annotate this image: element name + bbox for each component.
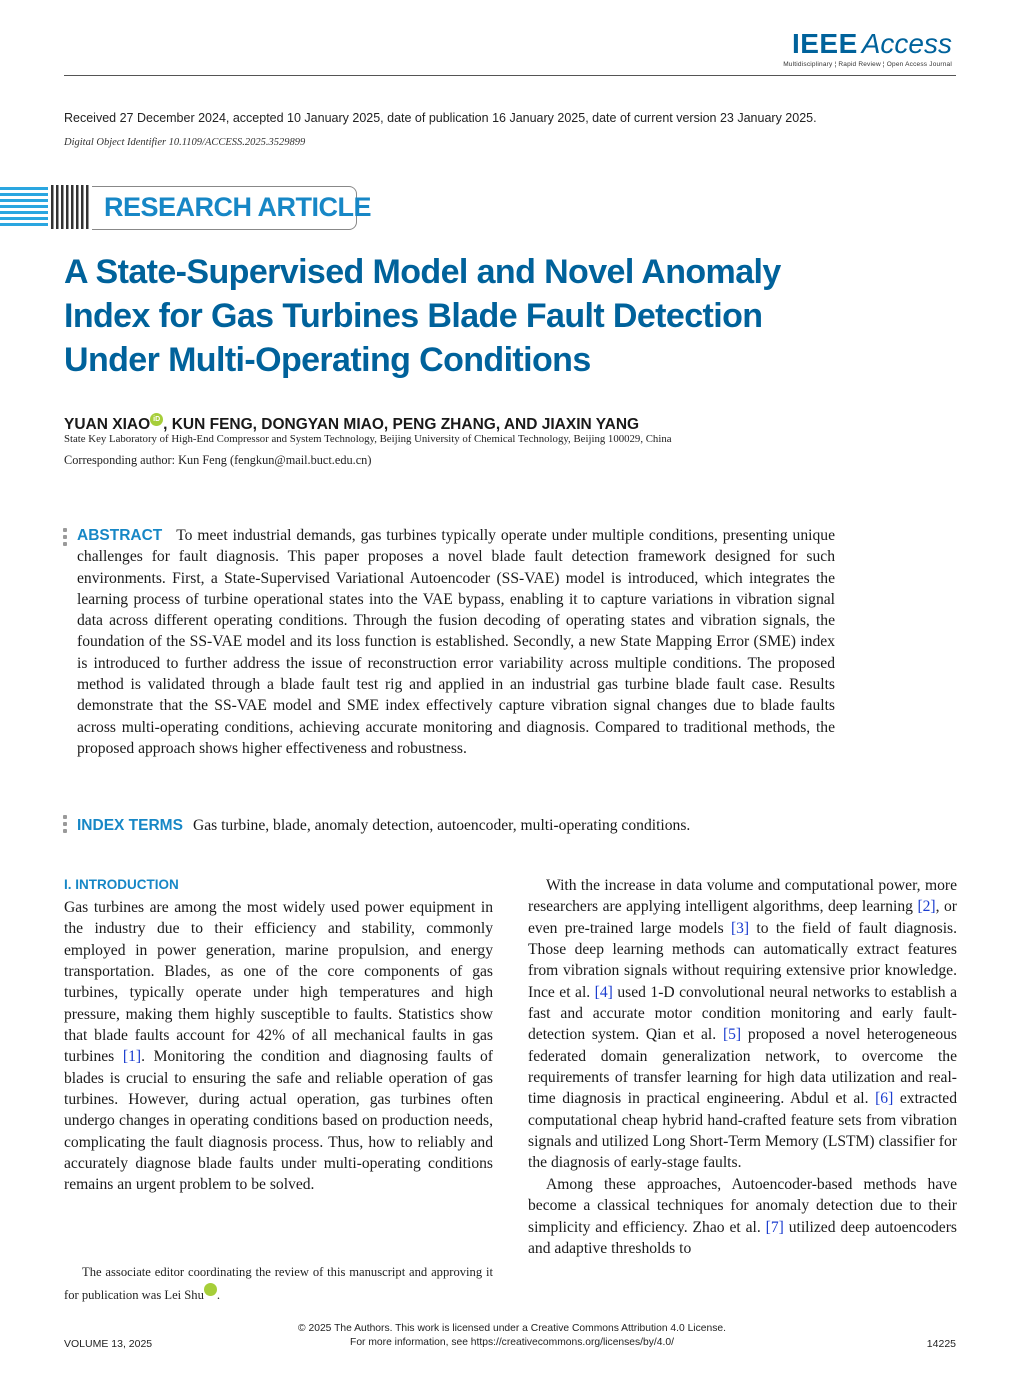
editor-footnote xyxy=(64,1262,493,1306)
license-notice xyxy=(0,1322,1024,1350)
license-line: © 2025 The Authors. This work is licensed under a Creative Commons Attribution 4.0 License. xyxy=(298,1323,726,1334)
paragraph-text: extracted computational cheap hybrid hand-crafted feature sets from vibration signals and utilized Long Short-Term Memory (LSTM) classifier for the diagnosis of early-stage faults. xyxy=(528,1090,957,1172)
abstract-text: To meet industrial demands, gas turbines typically operate under multiple conditions, presenting unique challenges for fault diagnosis. This paper proposes a novel blade fault detection framework designed for such environments. First, a State-Supervised Variational Autoencoder (SS-VAE) model is introduced, which integrates the learning process of turbine operational states into the VAE bypass, enabling it to capture variations in vibration signal data across different operating conditions. Through the fusion decoding of operating states and vibration signals, the foundation of the SS-VAE model and its loss function is established. Secondly, a new State Mapping Error (SME) index is introduced to further address the issue of reconstruction error variability across multiple conditions. The proposed method is validated through a blade fault test rig and applied in an industrial gas turbine blade fault case. Results demonstrate that the SS-VAE model and SME index effectively capture vibration signal changes due to blade faults across multi-operating conditions, achieving accurate monitoring and diagnosis. Compared to traditional methods, the proposed approach shows higher effectiveness and robustness. xyxy=(77,527,835,757)
footnote-text: The associate editor coordinating the review of this manuscript and approving it for publication was Lei Shu xyxy=(64,1265,493,1302)
left-column xyxy=(64,897,493,1196)
footnote-end: . xyxy=(216,1288,221,1302)
section-heading: I. INTRODUCTION xyxy=(64,877,179,892)
title-line: Index for Gas Turbines Blade Fault Detection xyxy=(64,297,763,335)
title-line: A State-Supervised Model and Novel Anomaly xyxy=(64,253,781,291)
journal-logo xyxy=(783,28,952,68)
volume-label: VOLUME 13, 2025 xyxy=(64,1338,153,1350)
paragraph xyxy=(528,1174,957,1259)
index-terms xyxy=(77,815,837,836)
index-terms-marker-icon xyxy=(63,815,69,836)
corresponding-author: Corresponding author: Kun Feng (fengkun@mail.buct.edu.cn) xyxy=(64,453,372,467)
paragraph-text: utilized deep autoencoders and adaptive thresholds to xyxy=(528,1218,957,1257)
received-dates: Received 27 December 2024, accepted 10 January 2025, date of publication 16 January 2025, date of current version 23 January 2025. xyxy=(64,111,817,125)
abstract-label: ABSTRACT xyxy=(77,527,163,544)
paragraph-text: , or even pre-trained large models xyxy=(528,898,957,937)
doi-line: Digital Object Identifier 10.1109/ACCESS.2025.3529899 xyxy=(64,137,306,148)
abstract xyxy=(77,525,835,759)
citation-link[interactable]: [3] xyxy=(730,919,750,937)
right-column xyxy=(528,875,957,1259)
citation-link[interactable]: [2] xyxy=(917,898,936,916)
paragraph xyxy=(528,875,957,1174)
license-link[interactable]: For more information, see https://creativecommons.org/licenses/by/4.0/ xyxy=(350,1337,674,1348)
banner-barcode-graphic xyxy=(50,185,92,229)
orcid-icon[interactable]: iD xyxy=(204,1283,217,1296)
page-number: 14225 xyxy=(926,1338,956,1350)
index-terms-text: Gas turbine, blade, anomaly detection, autoencoder, multi-operating conditions. xyxy=(192,817,691,834)
paragraph-text: Among these approaches, Autoencoder-based methods have become a classical techniques for anomaly detection due to their simplicity and efficiency. Zhao et al. xyxy=(528,1175,957,1236)
logo-ieee-text: IEEE xyxy=(791,28,858,59)
paragraph-text: Gas turbines are among the most widely used power equipment in the industry due to their efficiency and stability, commonly employed in power generation, marine propulsion, and energy transportation. Blades, as one of the core components of gas turbines, typically operate under high temperatures and high pressure, making them highly susceptible to faults. Statistics show that blade faults account for 42% of all mechanical faults in gas turbines xyxy=(64,899,493,1066)
paragraph-text: With the increase in data volume and computational power, more researchers are applying intelligent algorithms, deep learning xyxy=(528,877,957,916)
paragraph-text: to the field of fault diagnosis. Those deep learning methods can automatically extract features from vibration signals without requiring extensive prior knowledge. Ince et al. xyxy=(528,919,957,1001)
abstract-marker-icon xyxy=(63,528,69,549)
affiliation: State Key Laboratory of High-End Compressor and System Technology, Beijing University of Chemical Technology, Beijing 100029, China xyxy=(64,433,672,445)
index-terms-label: INDEX TERMS xyxy=(77,817,183,834)
citation-link[interactable]: [4] xyxy=(594,983,613,1001)
citation-link[interactable]: [6] xyxy=(875,1090,894,1108)
paragraph-text: proposed a novel heterogeneous federated domain generalization network, to overcome the requirements of transfer learning for high data utilization and real-time diagnosis in practical engineering. Abdul et al. xyxy=(528,1026,957,1108)
logo-tagline: Multidisciplinary ¦ Rapid Review ¦ Open Access Journal xyxy=(783,61,952,68)
logo-access-text: Access xyxy=(861,28,952,59)
banner-stripes-graphic xyxy=(0,185,48,229)
title-line: Under Multi-Operating Conditions xyxy=(64,341,591,379)
other-authors: , KUN FENG, DONGYAN MIAO, PENG ZHANG, AND JIAXIN YANG xyxy=(163,416,640,433)
paper-title xyxy=(64,250,824,382)
author-list xyxy=(64,413,639,434)
orcid-icon[interactable]: iD xyxy=(150,413,163,426)
citation-link[interactable]: [1] xyxy=(122,1048,142,1066)
article-type-label: RESEARCH ARTICLE xyxy=(104,192,372,222)
first-author: YUAN XIAO xyxy=(64,416,151,433)
citation-link[interactable]: [5] xyxy=(722,1026,742,1044)
paragraph-text: . Monitoring the condition and diagnosing faults of blades is crucial to ensuring the safe and reliable operation of gas turbines. However, during actual operation, gas turbines often undergo changes in operating conditions based on production needs, complicating the fault diagnosis process. Thus, how to reliably and accurately diagnose blade faults under multi-operating conditions remains an urgent problem to be solved. xyxy=(64,1048,493,1194)
paragraph-text: used 1-D convolutional neural networks to establish a fast and accurate motor condition monitoring and early fault-detection system. Qian et al. xyxy=(528,983,957,1044)
paragraph xyxy=(64,897,493,1196)
citation-link[interactable]: [7] xyxy=(765,1218,784,1236)
header-divider xyxy=(64,75,956,76)
